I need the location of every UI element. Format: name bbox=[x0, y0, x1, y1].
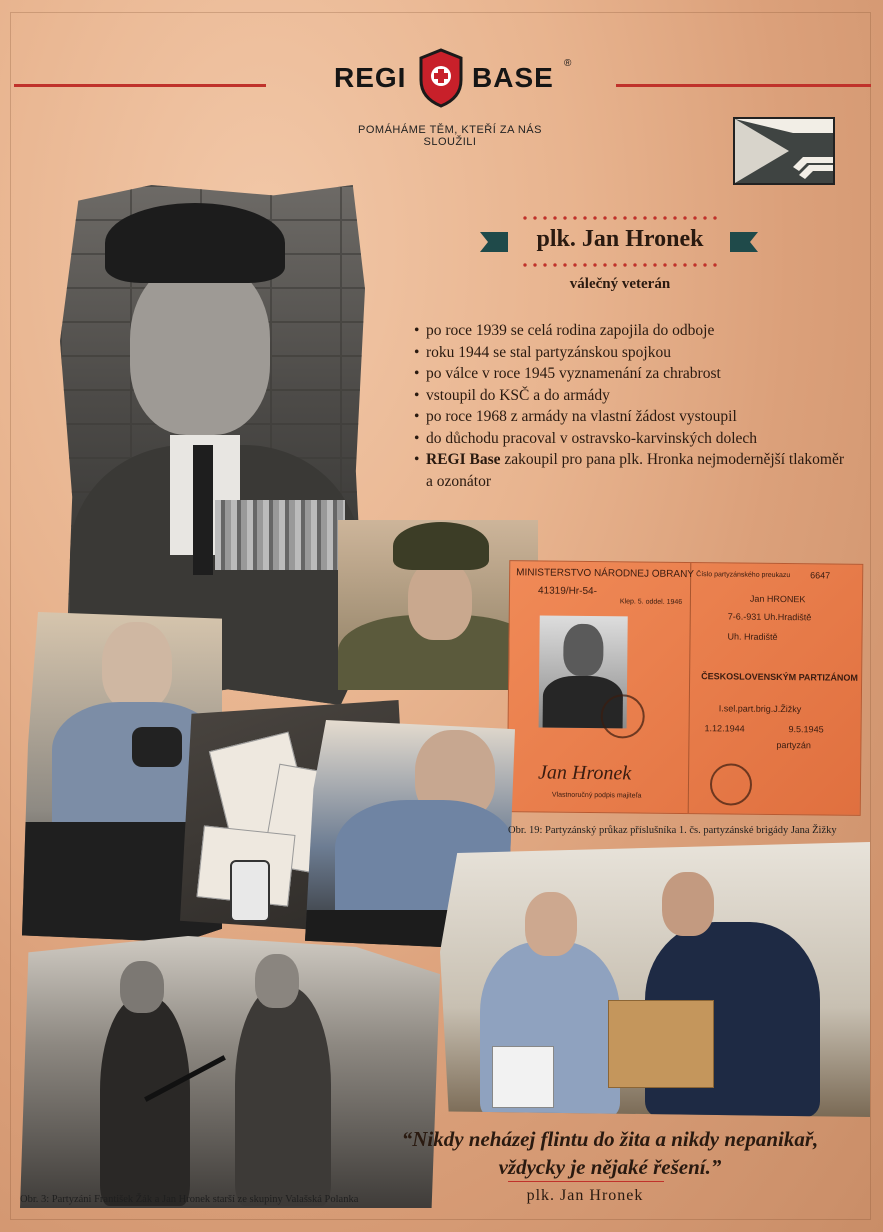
shield-icon bbox=[418, 48, 464, 108]
veteran-subtitle: válečný veterán bbox=[569, 276, 671, 292]
bio-item: • po roce 1968 z armády na vlastní žádost vystoupil bbox=[414, 406, 854, 428]
logo-word-right: BASE bbox=[472, 62, 554, 93]
registered-mark: ® bbox=[564, 58, 572, 69]
card-unit: I.sel.part.brig.J.Žižky bbox=[718, 703, 802, 715]
logo-word-left: REGI bbox=[334, 62, 407, 93]
bio-item-regi-base bbox=[414, 449, 854, 492]
partisan-id-card bbox=[507, 560, 864, 816]
bio-item: • vstoupil do KSČ a do armády bbox=[414, 385, 854, 407]
card-role: partyzán bbox=[776, 739, 811, 751]
title-dots-top bbox=[520, 216, 722, 220]
card-date-to: 9.5.1945 bbox=[788, 724, 824, 735]
veteran-name: plk. Jan Hronek bbox=[536, 226, 704, 252]
veteran-flag-icon bbox=[733, 117, 835, 185]
quote-line-2: vždycky je nějaké řešení.” bbox=[498, 1155, 722, 1179]
card-office: Klep. 5. oddel. 1946 bbox=[619, 598, 683, 606]
card-stamp-right bbox=[710, 763, 752, 805]
title-dots-bottom bbox=[520, 263, 722, 267]
card-date-from: 1.12.1944 bbox=[704, 723, 745, 734]
donation-photo bbox=[440, 842, 870, 1117]
biography-list bbox=[414, 320, 854, 492]
regi-base-logo bbox=[330, 48, 570, 118]
card-header: MINISTERSTVO NÁRODNEJ OBRANY bbox=[516, 567, 695, 581]
card-name: Jan HRONEK bbox=[749, 593, 806, 605]
bio-item: • do důchodu pracoval v ostravsko-karvinských dolech bbox=[414, 428, 854, 450]
header-line-left bbox=[14, 84, 266, 87]
bio-item-rest: zakoupil pro pana plk. Hronka nejmodernější tlakoměr a ozonátor bbox=[426, 451, 844, 490]
quote-author: plk. Jan Hronek bbox=[526, 1187, 644, 1204]
bio-item-bold: REGI Base bbox=[426, 451, 501, 468]
header-line-right bbox=[616, 84, 871, 87]
card-signature-label: Vlastnoručný podpis majiteľa bbox=[551, 791, 642, 800]
tonometer-box bbox=[492, 1046, 554, 1108]
quote-divider bbox=[508, 1181, 664, 1182]
card-unit-title: ČESKOSLOVENSKÝM PARTIZÁNOM bbox=[701, 671, 859, 683]
card-caption: Obr. 19: Partyzánský průkaz příslušníka 1. čs. partyzánské brigády Jana Žižky bbox=[508, 825, 837, 836]
card-no: 6647 bbox=[810, 570, 831, 581]
partisans-caption: Obr. 3: Partyzáni František Žák a Jan Hronek starší ze skupiny Valašská Polanka bbox=[20, 1194, 359, 1205]
card-born: 7-6.-931 Uh.Hradiště bbox=[727, 611, 812, 623]
tonometer bbox=[230, 860, 270, 922]
bio-item: • roku 1944 se stal partyzánskou spojkou bbox=[414, 342, 854, 364]
card-district: Uh. Hradiště bbox=[727, 631, 778, 642]
gift-box bbox=[608, 1000, 714, 1088]
tagline: POMÁHÁME TĚM, KTEŘÍ ZA NÁS SLOUŽILI bbox=[358, 124, 542, 148]
bio-item: • po roce 1939 se celá rodina zapojila do odboje bbox=[414, 320, 854, 342]
quote bbox=[345, 1125, 875, 1181]
card-no-label: Číslo partyzánského preukazu bbox=[696, 571, 791, 580]
card-stamp bbox=[600, 694, 644, 738]
quote-line-1: “Nikdy neházej flintu do žita a nikdy nepanikař, bbox=[401, 1127, 819, 1151]
card-signature: Jan Hronek bbox=[537, 761, 632, 785]
bio-item: • po válce v roce 1945 vyznamenání za chrabrost bbox=[414, 363, 854, 385]
card-number: 41319/Hr-54- bbox=[537, 585, 597, 598]
